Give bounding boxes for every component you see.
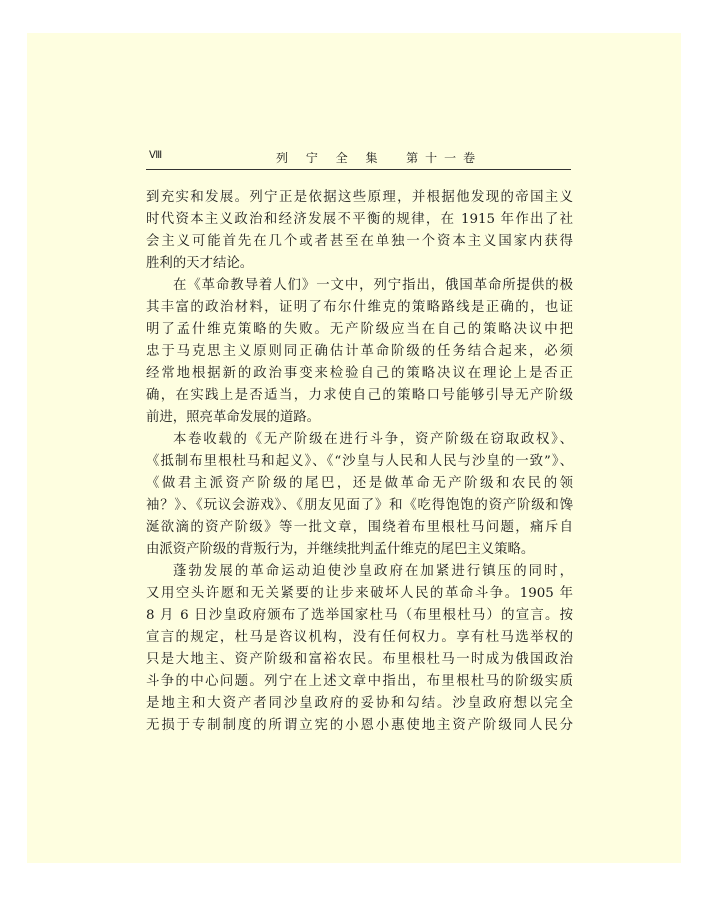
text-line: 由派资产阶级的背叛行为，并继续批判孟什维克的尾巴主义策略。 xyxy=(146,542,535,557)
body-text xyxy=(146,187,573,737)
text-line: 宣言的规定，杜马是咨议机构，没有任何权力。享有杜马选举权的 xyxy=(146,630,573,645)
text-line: 《做君主派资产阶级的尾巴，还是做革命无产阶级和农民的领 xyxy=(146,476,573,491)
text-line: 无损于专制制度的所谓立宪的小恩小惠使地主资产阶级同人民分 xyxy=(146,718,573,733)
text-line: 前进，照亮革命发展的道路。 xyxy=(146,410,321,425)
text-line: 胜利的天才结论。 xyxy=(146,256,254,271)
text-line: 确，在实践上是否适当，力求使自己的策略口号能够引导无产阶级 xyxy=(146,388,573,403)
text-line: 8 月 6 日沙皇政府颁布了选举国家杜马（布里根杜马）的宣言。按 xyxy=(146,608,573,623)
text-line: 经常地根据新的政治事变来检验自己的策略决议在理论上是否正 xyxy=(146,366,573,381)
text-line: 只是大地主、资产阶级和富裕农民。布里根杜马一时成为俄国政治 xyxy=(146,652,573,667)
text-line: 会主义可能首先在几个或者甚至在单独一个资本主义国家内获得 xyxy=(146,234,573,249)
text-line: 又用空头许愿和无关紧要的让步来破坏人民的革命斗争。1905 年 xyxy=(146,586,573,601)
text-line: 本卷收载的《无产阶级在进行斗争，资产阶级在窃取政权》、 xyxy=(173,432,573,447)
text-line: 在《革命教导着人们》一文中，列宁指出，俄国革命所提供的极 xyxy=(173,278,573,293)
text-line: 其丰富的政治材料，证明了布尔什维克的策略路线是正确的，也证 xyxy=(146,300,573,315)
text-line: 涎欲滴的资产阶级》等一批文章，围绕着布里根杜马问题，痛斥自 xyxy=(146,520,573,535)
text-line: 袖？》、《玩议会游戏》、《朋友见面了》和《吃得饱饱的资产阶级和馋 xyxy=(146,498,573,513)
text-line: 蓬勃发展的革命运动迫使沙皇政府在加紧进行镇压的同时， xyxy=(173,564,573,579)
running-title: 列 宁 全 集 第十一卷 xyxy=(276,151,483,165)
text-line: 时代资本主义政治和经济发展不平衡的规律，在 1915 年作出了社 xyxy=(146,212,573,227)
text-line: 忠于马克思主义原则同正确估计革命阶级的任务结合起来，必须 xyxy=(146,344,573,359)
text-line: 斗争的中心问题。列宁在上述文章中指出，布里根杜马的阶级实质 xyxy=(146,674,573,689)
page-number: Ⅷ xyxy=(149,150,164,161)
text-line: 明了孟什维克策略的失败。无产阶级应当在自己的策略决议中把 xyxy=(146,322,573,337)
text-line: 到充实和发展。列宁正是依据这些原理，并根据他发现的帝国主义 xyxy=(146,190,573,205)
running-header xyxy=(146,147,571,170)
text-line: 《抵制布里根杜马和起义》、《“沙皇与人民和人民与沙皇的一致”》、 xyxy=(146,454,573,469)
text-line: 是地主和大资产者同沙皇政府的妥协和勾结。沙皇政府想以完全 xyxy=(146,696,573,711)
